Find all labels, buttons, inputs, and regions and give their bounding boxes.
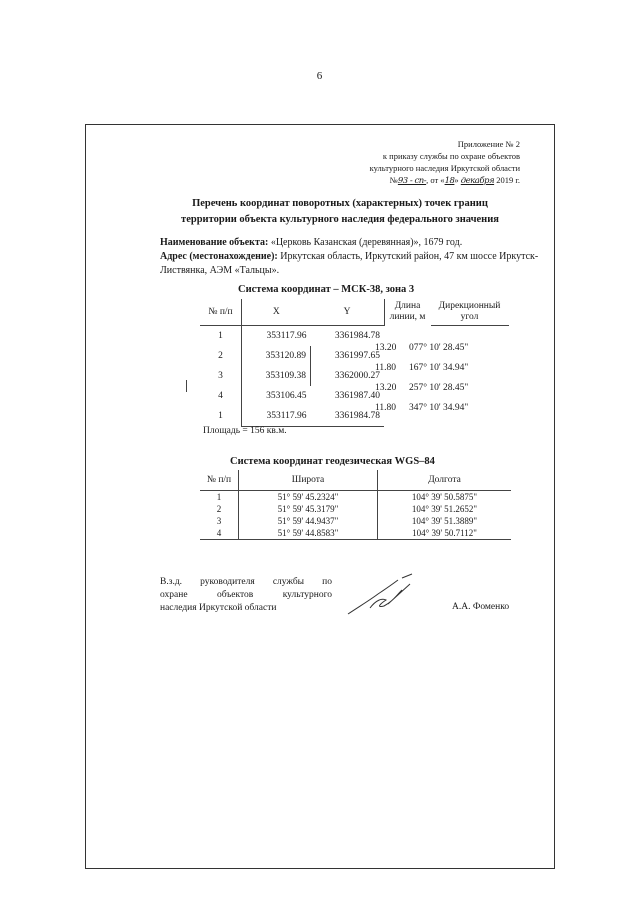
order-year: 2019 г. [496,175,520,185]
segment-angle: 257° 10' 28.45" [409,383,469,393]
object-name-value: «Церковь Казанская (деревянная)», 1679 год. [270,237,463,248]
table-row [200,515,511,527]
point-number: 2 [218,351,223,361]
wgs-table [200,470,511,540]
segment-row [375,363,505,373]
wgs-longitude: 104° 39' 51.3889" [378,515,512,527]
signer-line: наследия Иркутской области [160,603,277,613]
segment-length: 13.20 [375,383,397,393]
segment-row [375,403,505,413]
object-name-label: Наименование объекта: [160,237,269,248]
object-name [160,236,540,250]
wgs-header-lon: Долгота [378,470,512,491]
table-row [200,503,511,515]
msk-header-x: X [242,299,311,326]
order-day: 18 [444,176,455,186]
order-mid: от « [430,175,445,185]
msk-header-y: Y [311,299,385,326]
appendix-header [340,138,520,187]
side-mark [186,380,187,392]
order-number: 93 - сп- [397,176,427,186]
area-value: Площадь = 156 кв.м. [203,426,287,436]
wgs-longitude: 104° 39' 50.7112" [378,527,512,540]
appendix-line: к приказу службы по охране объектов [382,151,520,161]
table-row [200,527,511,540]
wgs-header-lat: Широта [239,470,378,491]
wgs-point-number: 2 [216,504,222,514]
appendix-order-line: №93 - сп-, от «18» декабря 2019 г. [389,175,520,186]
wgs-latitude: 51° 59' 45.2324" [239,491,378,504]
document-title [160,196,520,228]
signer-line: охране объектов культурного [160,590,332,600]
appendix-line: культурного наследия Иркутской области [369,163,520,173]
wgs-point-number: 4 [200,527,239,540]
wgs-point-number: 1 [216,492,222,502]
segment-length: 11.80 [375,403,397,413]
page-number: 6 [316,70,323,82]
appendix-line: Приложение № 2 [457,139,520,149]
segment-length: 13.20 [375,343,397,353]
object-address [160,250,540,278]
segment-length: 11.80 [375,363,397,373]
object-address-value: Иркутская область, Иркутский район, 47 км шоссе Иркутск-Листвянка, АЭМ «Тальцы». [160,251,539,276]
wgs-latitude: 51° 59' 45.3179" [239,503,378,515]
object-address-label: Адрес (местонахождение): [160,251,278,262]
handwritten-signature [340,570,420,620]
msk-header-angle: Дирекционный угол [431,299,509,326]
segment-angle: 347° 10' 34.94" [409,403,469,413]
point-x: 353117.96 [242,406,311,427]
point-y: 3361987.40 [334,391,380,401]
segment-angle: 077° 10' 28.45" [409,343,469,353]
point-x: 353117.96 [242,326,311,347]
title-line: территории объекта культурного наследия федерального значения [181,214,499,225]
point-number: 1 [218,411,223,422]
point-number: 4 [218,391,223,401]
wgs-longitude: 104° 39' 50.5875" [378,491,512,504]
wgs-header-num: № п/п [200,470,239,491]
segment-angle: 167° 10' 34.94" [409,363,469,373]
table-row [200,491,511,504]
order-prefix: № [389,175,398,185]
segment-row [375,383,505,393]
msk-header-length: Длина линии, м [384,299,431,326]
signer-line: В.з.д. руководителя службы по [160,577,332,587]
point-number: 1 [218,331,223,341]
msk-header-num: № п/п [200,299,242,326]
msk-title: Система координат – МСК-38, зона 3 [238,284,415,295]
wgs-title: Система координат геодезическая WGS–84 [230,456,435,467]
point-x: 353106.45 [242,386,311,406]
title-line: Перечень координат поворотных (характерных) точек границ [192,198,488,209]
segment-row [375,343,505,353]
point-y: 3361997.65 [311,346,385,366]
wgs-latitude: 51° 59' 44.8583" [239,527,378,540]
point-y: 3361984.78 [311,406,385,427]
wgs-point-number: 3 [216,516,222,526]
object-info [160,236,540,278]
point-number: 3 [218,371,223,381]
order-month: декабря [460,176,495,186]
signer-position [160,576,332,615]
point-y: 3361984.78 [334,331,380,341]
wgs-latitude: 51° 59' 44.9437" [239,515,378,527]
signer-name: А.А. Фоменко [452,602,510,612]
order-mid2: » [454,175,459,185]
point-x: 353120.89 [242,346,311,366]
point-y: 3362000.27 [311,366,385,386]
wgs-longitude: 104° 39' 51.2652" [378,503,512,515]
point-x: 353109.38 [242,366,311,386]
